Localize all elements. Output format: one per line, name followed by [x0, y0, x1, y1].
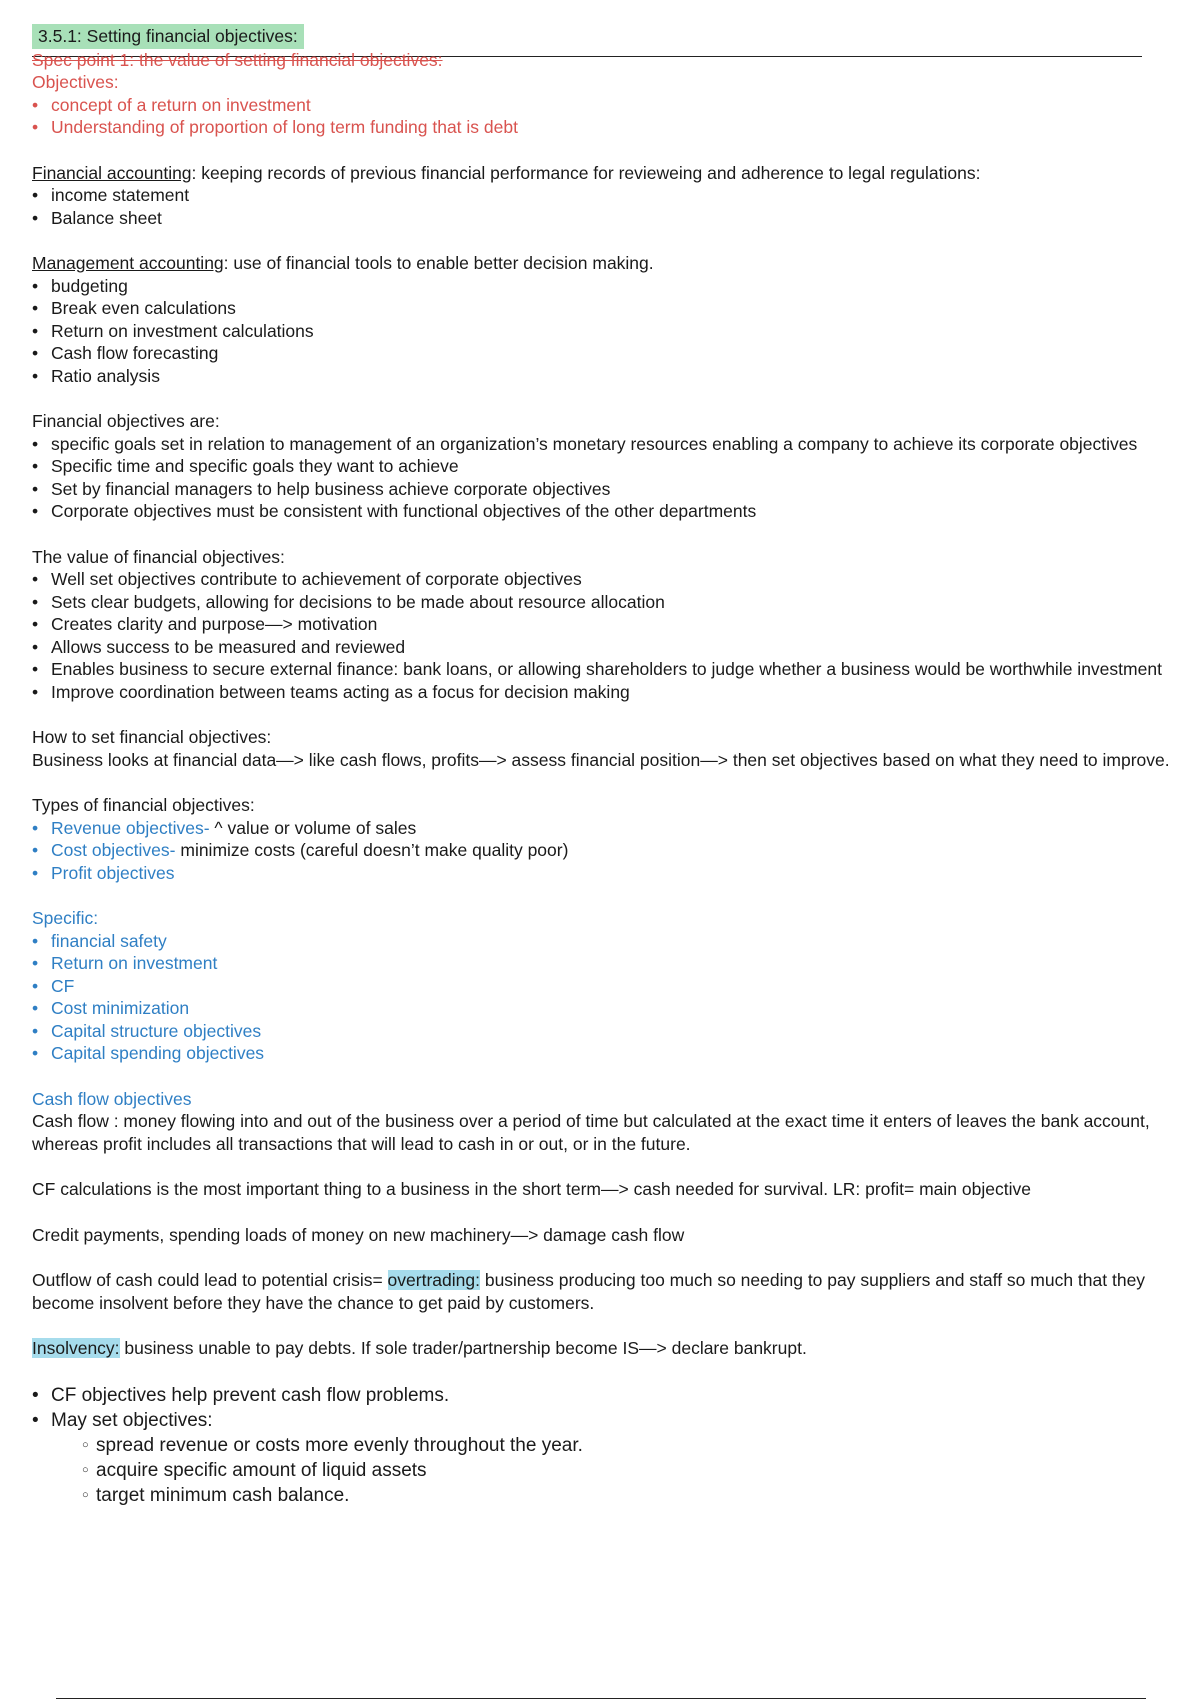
list-item: • Creates clarity and purpose—> motivation	[32, 613, 1192, 636]
mgmt-accounting-list	[32, 275, 1192, 388]
how-to-text: Business looks at financial data—> like cash flows, profits—> assess financial position—> then set objectives based on what they need to improve.	[32, 749, 1170, 770]
list-item: ○ acquire specific amount of liquid assets	[82, 1458, 1192, 1483]
list-item: • Capital spending objectives	[32, 1042, 1192, 1065]
specific-list	[32, 930, 1192, 1065]
list-item: • Enables business to secure external finance: bank loans, or allowing shareholders to judge whether a business would be worthwhile investment	[32, 658, 1192, 681]
list-item: • May set objectives:	[32, 1408, 1192, 1433]
list-item: • Break even calculations	[32, 297, 1192, 320]
list-item: • Understanding of proportion of long term funding that is debt	[32, 116, 1192, 139]
fin-objectives-list	[32, 433, 1192, 523]
list-item: • Specific time and specific goals they want to achieve	[32, 455, 1192, 478]
list-item: • Cost objectives- minimize costs (careful doesn’t make quality poor)	[32, 839, 1192, 862]
list-item: ○ spread revenue or costs more evenly throughout the year.	[82, 1433, 1192, 1458]
list-item: • Profit objectives	[32, 862, 1192, 885]
list-item: • CF	[32, 975, 1192, 998]
document-page	[32, 24, 1192, 1508]
types-list	[32, 817, 1192, 885]
cf-objectives-list	[32, 1383, 1192, 1433]
specific-title: Specific:	[32, 908, 99, 928]
value-objectives-title: The value of financial objectives:	[32, 546, 285, 567]
list-item: • concept of a return on investment	[32, 94, 1192, 117]
list-item: • income statement	[32, 184, 1192, 207]
list-item: • CF objectives help prevent cash flow problems.	[32, 1383, 1192, 1408]
list-item: • Return on investment calculations	[32, 320, 1192, 343]
fin-accounting-list	[32, 184, 1192, 229]
list-item: • Sets clear budgets, allowing for decisions to be made about resource allocation	[32, 591, 1192, 614]
list-item: • budgeting	[32, 275, 1192, 298]
list-item: • Improve coordination between teams acting as a focus for decision making	[32, 681, 1192, 704]
overtrading-highlight: overtrading:	[387, 1270, 480, 1290]
list-item: • Return on investment	[32, 952, 1192, 975]
cf-sub-list	[32, 1433, 1192, 1508]
list-item: • Corporate objectives must be consistent with functional objectives of the other departments	[32, 500, 1192, 523]
objectives-list	[32, 94, 1192, 139]
list-item: • Capital structure objectives	[32, 1020, 1192, 1043]
list-item: • Cash flow forecasting	[32, 342, 1192, 365]
outflow-text: Outflow of cash could lead to potential crisis= overtrading: business producing too much so needing to pay suppliers and staff so much that they become insolvent before they have the chance to get paid by customers.	[32, 1270, 1146, 1313]
list-item: • Cost minimization	[32, 997, 1192, 1020]
insolvency-text: Insolvency: business unable to pay debts. If sole trader/partnership become IS—> declare bankrupt.	[32, 1338, 807, 1358]
cash-flow-definition: Cash flow : money flowing into and out of the business over a period of time but calculated at the exact time it enters of leaves the bank account, whereas profit includes all transactions that will lead to cash in or out, or in the future.	[32, 1111, 1150, 1154]
insolvency-highlight: Insolvency:	[32, 1338, 120, 1358]
types-title: Types of financial objectives:	[32, 795, 255, 815]
list-item: • Balance sheet	[32, 207, 1192, 230]
value-objectives-list	[32, 568, 1192, 703]
list-item: • Well set objectives contribute to achievement of corporate objectives	[32, 568, 1192, 591]
mgmt-accounting-line: Management accounting: use of financial tools to enable better decision making.	[32, 253, 654, 273]
list-item: • Ratio analysis	[32, 365, 1192, 388]
list-item: • Revenue objectives- ^ value or volume of sales	[32, 817, 1192, 840]
bottom-rule	[56, 1698, 1146, 1699]
list-item: • specific goals set in relation to management of an organization’s monetary resources enabling a company to achieve its corporate objectives	[32, 433, 1192, 456]
list-item: • Set by financial managers to help business achieve corporate objectives	[32, 478, 1192, 501]
objectives-label: Objectives:	[32, 72, 119, 92]
how-to-title: How to set financial objectives:	[32, 727, 272, 747]
list-item: ○ target minimum cash balance.	[82, 1483, 1192, 1508]
list-item: • Allows success to be measured and reviewed	[32, 636, 1192, 659]
fin-accounting-line: Financial accounting: keeping records of previous financial performance for revieweing and adherence to legal regulations:	[32, 162, 981, 183]
cf-calc-text: CF calculations is the most important thing to a business in the short term—> cash needed for survival. LR: profit= main objective	[32, 1179, 1031, 1199]
cash-flow-title: Cash flow objectives	[32, 1088, 192, 1109]
list-item: • financial safety	[32, 930, 1192, 953]
fin-objectives-title: Financial objectives are:	[32, 411, 220, 431]
section-heading: 3.5.1: Setting financial objectives:	[32, 24, 1192, 49]
credit-text: Credit payments, spending loads of money on new machinery—> damage cash flow	[32, 1224, 685, 1245]
spec-point: Spec point 1: the value of setting financial objectives:	[32, 49, 443, 70]
